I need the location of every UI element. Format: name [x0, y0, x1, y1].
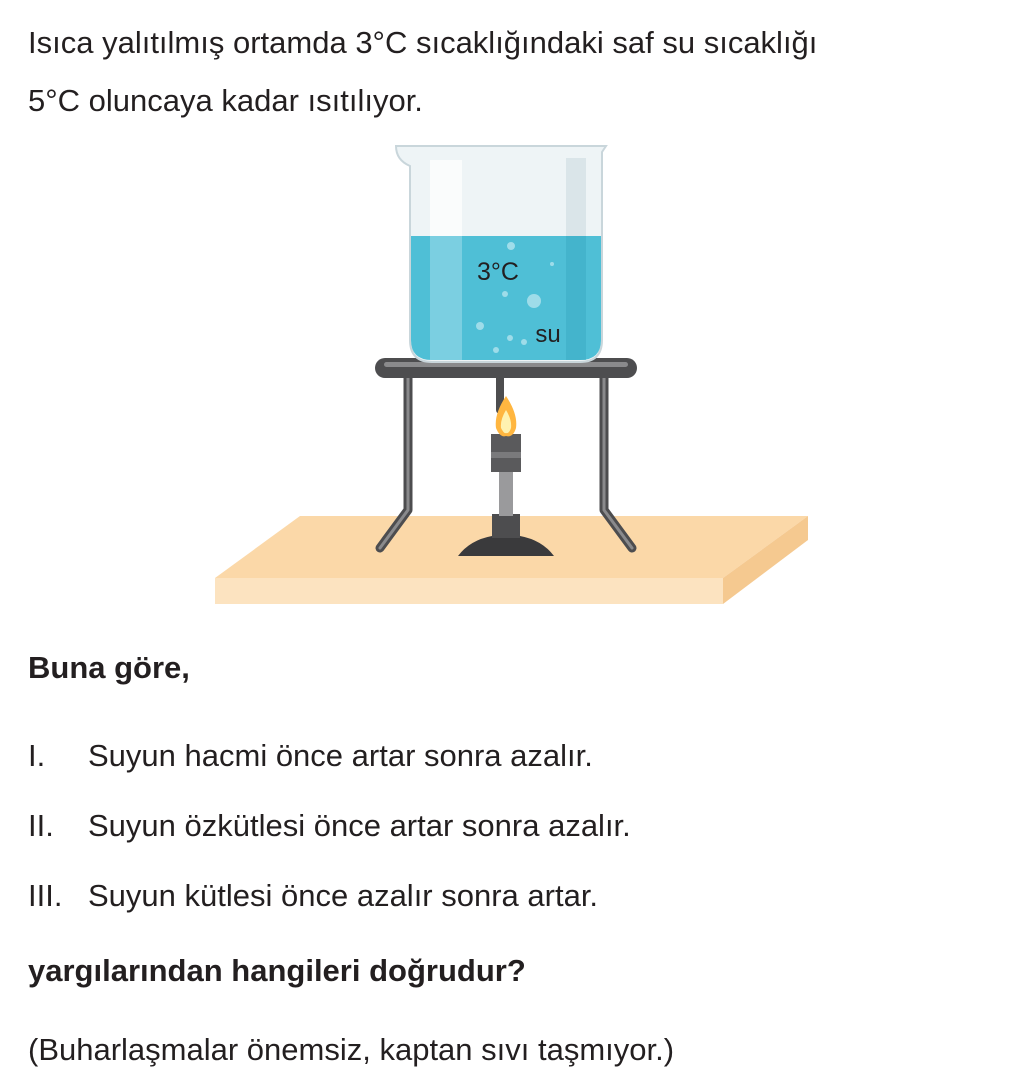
statement-text: Suyun özkütlesi önce artar sonra azalır. — [88, 808, 631, 843]
statement-numeral: II. — [28, 808, 54, 843]
intro-line-2: 5°C oluncaya kadar ısıtılıyor. — [28, 83, 423, 118]
statement-text: Suyun kütlesi önce azalır sonra artar. — [88, 878, 599, 913]
question-stem: yargılarından hangileri doğrudur? — [28, 953, 526, 988]
statement-list — [28, 727, 631, 937]
heating-setup-illustration — [0, 130, 1029, 620]
prompt-heading: Buna göre, — [28, 650, 190, 685]
intro-line-1: Isıca yalıtılmış ortamda 3°C sıcaklığındaki saf su sıcaklığı — [28, 25, 818, 60]
statement-numeral: I. — [28, 738, 46, 773]
statement-item — [28, 727, 631, 797]
beaker — [396, 146, 606, 362]
statement-text: Suyun hacmi önce artar sonra azalır. — [88, 738, 593, 773]
footnote: (Buharlaşmalar önemsiz, kaptan sıvı taşmıyor.) — [28, 1032, 675, 1067]
statement-item — [28, 797, 631, 867]
liquid-label: su — [535, 321, 561, 348]
question-intro — [28, 14, 1018, 130]
statement-numeral: III. — [28, 878, 63, 913]
statement-item — [28, 867, 631, 937]
temperature-label: 3°C — [477, 258, 519, 286]
